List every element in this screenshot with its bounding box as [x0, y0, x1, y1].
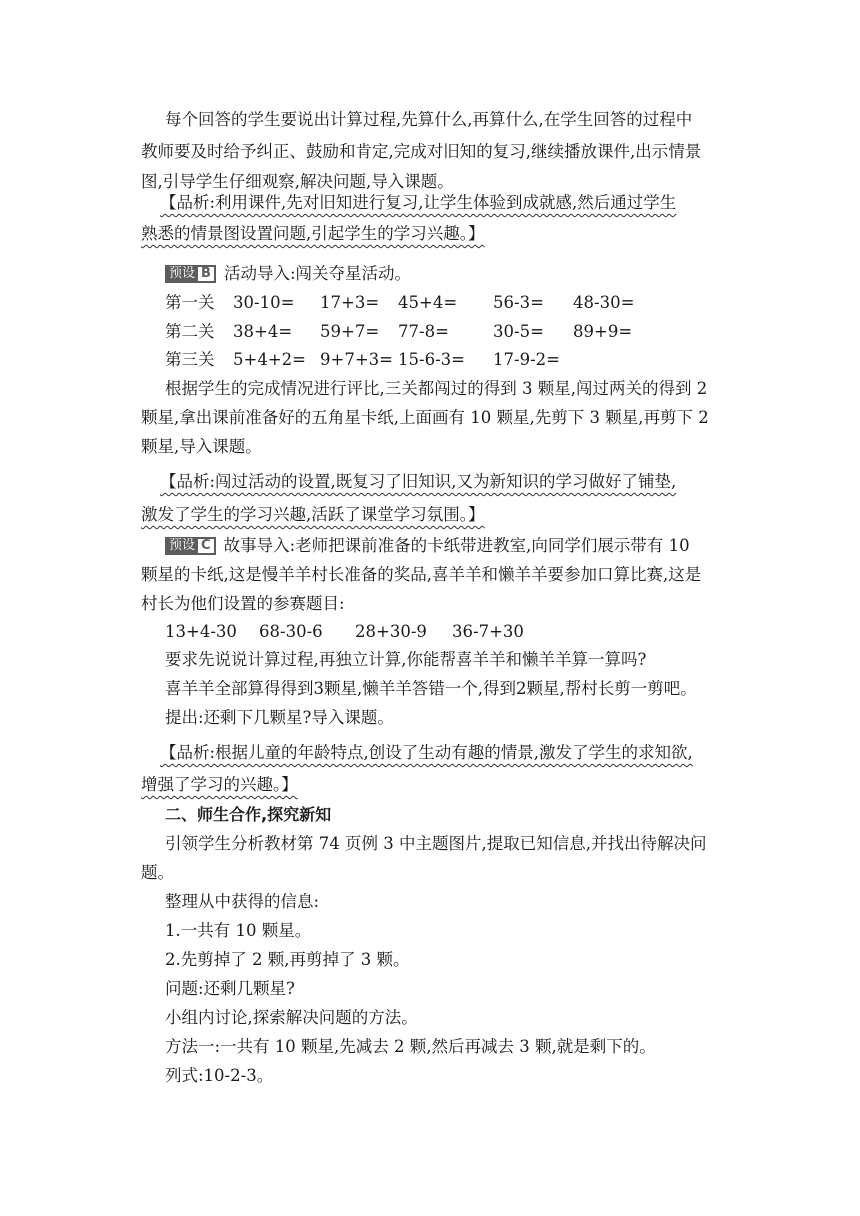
level-problem: 77-8= [398, 322, 449, 341]
preset-b-text-1: 根据学生的完成情况进行评比,三关都闯过的得到 3 颗星,闯过两关的得到 2 [165, 379, 708, 398]
preset-c-text-2: 喜羊羊全部算得得到3颗星,懒羊羊答错一个,得到2颗星,帮村长剪一剪吧。 [165, 679, 697, 698]
preset-b-tag: 预设 B [165, 265, 216, 283]
analysis-c-line-2: 增强了学习的兴趣。】 [141, 775, 298, 794]
contest-problems [165, 620, 745, 644]
group-discussion: 小组内讨论,探索解决问题的方法。 [165, 1008, 418, 1027]
section-2-heading: 二、师生合作,探究新知 [165, 805, 332, 824]
preset-c-text-1: 要求先说说计算过程,再独立计算,你能帮喜羊羊和懒羊羊算一算吗? [165, 650, 647, 669]
contest-problem: 68-30-6 [259, 622, 323, 641]
analysis-a-line-1: 【品析:利用课件,先对旧知进行复习,让学生体验到成就感,然后通过学生 [160, 193, 677, 212]
section-2-p2: 整理从中获得的信息: [165, 892, 320, 911]
level-problem: 5+4+2= [233, 350, 306, 369]
preset-c-header [165, 534, 745, 558]
analysis-c-line-1: 【品析:根据儿童的年龄特点,创设了生动有趣的情景,激发了学生的求知欲, [160, 743, 693, 762]
preset-c-letter: C [198, 539, 214, 553]
level-problem: 30-10= [233, 293, 295, 312]
analysis-b-line-2: 激发了学生的学习兴趣,活跃了课堂学习氛围。】 [141, 505, 485, 524]
info-item-2: 2.先剪掉了 2 颗,再剪掉了 3 颗。 [165, 950, 410, 969]
level-label: 第一关 [165, 293, 215, 312]
intro-line-1: 每个回答的学生要说出计算过程,先算什么,再算什么,在学生回答的过程中 [165, 110, 693, 129]
level-problem: 89+9= [573, 322, 633, 341]
level-problem: 15-6-3= [398, 350, 465, 369]
level-problem: 38+4= [233, 322, 293, 341]
intro-line-3: 图,引导学生仔细观察,解决问题,导入课题。 [141, 172, 454, 191]
contest-problem: 13+4-30 [165, 622, 237, 641]
section-2-p1-line-1: 引领学生分析教材第 74 页例 3 中主题图片,提取已知信息,并找出待解决问 [165, 834, 707, 853]
preset-c-tag: 预设 C [165, 537, 216, 555]
formula: 列式:10-2-3。 [165, 1066, 274, 1085]
preset-b-header [165, 262, 745, 286]
preset-b-text-2: 颗星,拿出课前准备好的五角星卡纸,上面画有 10 颗星,先剪下 3 颗星,再剪下 2 [141, 408, 709, 427]
section-2-p1-line-2: 题。 [141, 863, 174, 882]
method-1: 方法一:一共有 10 颗星,先减去 2 颗,然后再减去 3 颗,就是剩下的。 [165, 1037, 656, 1056]
intro-line-2: 教师要及时给予纠正、鼓励和肯定,完成对旧知的复习,继续播放课件,出示情景 [141, 142, 702, 161]
level-row-2 [165, 320, 745, 344]
analysis-b-line-1: 【品析:闯过活动的设置,既复习了旧知识,又为新知识的学习做好了铺垫, [160, 472, 677, 491]
level-problem: 56-3= [493, 293, 544, 312]
level-label: 第三关 [165, 350, 215, 369]
preset-c-line-1: 故事导入:老师把课前准备的卡纸带进教室,向同学们展示带有 10 [223, 536, 690, 555]
preset-b-title: 活动导入:闯关夺星活动。 [223, 264, 411, 283]
level-row-3 [165, 348, 745, 372]
level-problem: 48-30= [573, 293, 635, 312]
preset-c-line-3: 村长为他们设置的参赛题目: [141, 594, 345, 613]
preset-c-line-2: 颗星的卡纸,这是慢羊羊村长准备的奖品,喜羊羊和懒羊羊要参加口算比赛,这是 [141, 565, 702, 584]
level-problem: 45+4= [398, 293, 458, 312]
preset-b-text-3: 颗星,导入课题。 [141, 437, 262, 456]
contest-problem: 28+30-9 [355, 622, 427, 641]
level-problem: 59+7= [320, 322, 380, 341]
preset-b-letter: B [198, 267, 214, 281]
level-row-1 [165, 291, 745, 315]
level-label: 第二关 [165, 322, 215, 341]
level-problem: 30-5= [493, 322, 544, 341]
contest-problem: 36-7+30 [452, 622, 524, 641]
info-item-1: 1.一共有 10 颗星。 [165, 921, 312, 940]
level-problem: 9+7+3= [320, 350, 393, 369]
analysis-a-line-2: 熟悉的情景图设置问题,引起学生的学习兴趣。】 [141, 224, 485, 243]
level-problem: 17+3= [320, 293, 380, 312]
question: 问题:还剩几颗星? [165, 979, 295, 998]
level-problem: 17-9-2= [493, 350, 560, 369]
preset-c-text-3: 提出:还剩下几颗星?导入课题。 [165, 708, 394, 727]
